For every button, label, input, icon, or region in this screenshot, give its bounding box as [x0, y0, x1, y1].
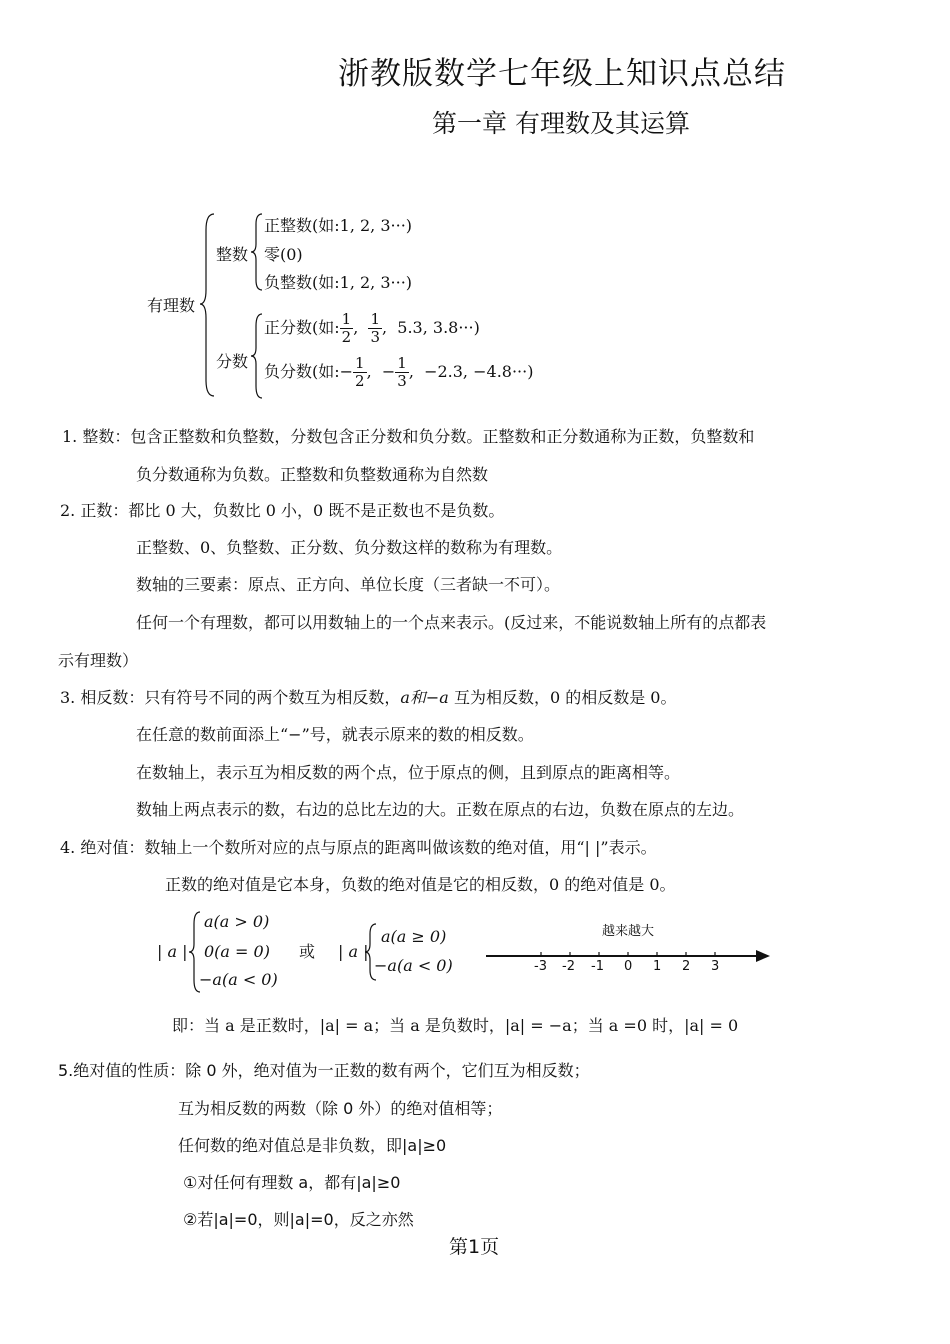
tree-integer-label: 整数 [216, 245, 249, 264]
section-2-line-4: 任何一个有理数，都可以用数轴上的一个点来表示。(反过来，不能说数轴上所有的点都表 [136, 613, 767, 632]
negative-fraction-tail: −2.3, −4.8···) [424, 362, 534, 381]
abs-label-2: | a | [338, 942, 369, 961]
fraction-one-third [368, 311, 382, 346]
positive-fraction-tail: 5.3, 3.8···) [397, 318, 480, 337]
tick-label: -2 [562, 959, 575, 974]
tree-negative-integer: 负整数(如:1, 2, 3···) [264, 273, 413, 292]
chapter-title: 第一章 有理数及其运算 [432, 109, 690, 138]
numerator: 1 [370, 310, 380, 328]
denominator: 2 [341, 328, 352, 346]
abs-value-summary: 即：当 a 是正数时，|a| = a；当 a 是负数时，|a| = −a；当 a =0 时，|a| = 0 [172, 1016, 739, 1035]
abs-case-negative: −a(a < 0) [199, 970, 278, 989]
fraction-neg-one-half [353, 355, 367, 390]
section-5-line-2: 互为相反数的两数（除 0 外）的绝对值相等； [178, 1099, 503, 1118]
tick-label: -3 [534, 959, 547, 974]
section-1-line-1: 1. 整数：包含正整数和负整数，分数包含正分数和负分数。正整数和正分数通称为正数，负整数和 [62, 427, 755, 446]
document-title: 浙教版数学七年级上知识点总结 [338, 56, 786, 92]
integer-brace [250, 212, 264, 292]
abs-case-positive: a(a > 0) [204, 912, 270, 931]
numerator: 1 [355, 354, 365, 372]
denominator: 3 [370, 328, 380, 346]
abs2-case-nonnegative: a(a ≥ 0) [381, 927, 447, 946]
section-3-line-1-end: 互为相反数，0 的相反数是 0。 [448, 688, 677, 707]
section-4-line-2: 正数的绝对值是它本身，负数的绝对值是它的相反数，0 的绝对值是 0。 [165, 875, 676, 894]
negative-fraction-prefix: 负分数(如: [264, 362, 340, 381]
number-line-caption: 越来越大 [602, 924, 655, 939]
section-3-opposite-expression: a和−a [400, 688, 449, 707]
or-label: 或 [299, 942, 316, 961]
abs-case-zero: 0(a = 0) [204, 942, 270, 961]
abs-label-1: | a | [157, 942, 188, 961]
tree-negative-fraction: 负分数(如:− $\frac{1}{2}$ , − $\frac{1}{3}$ , −2.3, −4.8···) [264, 354, 534, 390]
section-5-line-4: ①对任何有理数 a，都有|a|≥0 [183, 1173, 401, 1192]
tick-label: 1 [653, 959, 662, 974]
section-2-line-5: 示有理数） [58, 651, 139, 670]
section-2-line-2: 正整数、0、负整数、正分数、负分数这样的数称为有理数。 [136, 538, 563, 557]
section-1-line-2: 负分数通称为负数。正整数和负整数通称为自然数 [136, 465, 489, 484]
section-3-line-3: 在数轴上，表示互为相反数的两个点，位于原点的侧，且到原点的距离相等。 [136, 763, 681, 782]
abs2-case-negative: −a(a < 0) [374, 956, 453, 975]
positive-fraction-prefix: 正分数(如: [264, 318, 340, 337]
numerator: 1 [397, 354, 407, 372]
tree-fraction-label: 分数 [216, 352, 249, 371]
page-number: 第1页 [449, 1236, 500, 1258]
tick-label: 0 [624, 959, 633, 974]
section-2-line-1: 2. 正数：都比 0 大，负数比 0 小，0 既不是正数也不是负数。 [60, 501, 505, 520]
section-5-line-1: 5.绝对值的性质：除 0 外，绝对值为一正数的数有两个，它们互为相反数； [58, 1061, 590, 1080]
section-3-line-1-start: 3. 相反数：只有符号不同的两个数互为相反数， [60, 688, 401, 707]
section-3-line-2: 在任意的数前面添上“−”号，就表示原来的数的相反数。 [136, 725, 534, 744]
root-brace [198, 210, 218, 400]
section-4-line-1: 4. 绝对值：数轴上一个数所对应的点与原点的距离叫做该数的绝对值，用“| |”表示。 [60, 838, 657, 857]
fraction-brace [250, 312, 264, 400]
tick-label: 3 [711, 959, 720, 974]
section-3-line-1 [60, 688, 676, 708]
fraction-one-half [340, 311, 354, 346]
fraction-neg-one-third [395, 355, 409, 390]
tick-label: 2 [682, 959, 691, 974]
tree-root-label: 有理数 [147, 296, 196, 315]
tree-positive-fraction: 正分数(如: $\frac{1}{2}$ , $\frac{1}{3}$ , 5.3, 3.8···) [264, 310, 480, 346]
section-2-line-3: 数轴的三要素：原点、正方向、单位长度（三者缺一不可）。 [136, 575, 561, 594]
tree-zero: 零(0) [264, 245, 303, 264]
section-5-line-5: ②若|a|=0，则|a|=0，反之亦然 [183, 1210, 414, 1229]
tree-positive-integer: 正整数(如:1, 2, 3···) [264, 216, 413, 235]
section-3-line-4: 数轴上两点表示的数，右边的总比左边的大。正数在原点的右边，负数在原点的左边。 [136, 800, 745, 819]
section-5-line-3: 任何数的绝对值总是非负数，即|a|≥0 [178, 1136, 447, 1155]
numerator: 1 [341, 310, 352, 328]
tick-label: -1 [591, 959, 604, 974]
denominator: 2 [355, 372, 365, 390]
denominator: 3 [397, 372, 407, 390]
